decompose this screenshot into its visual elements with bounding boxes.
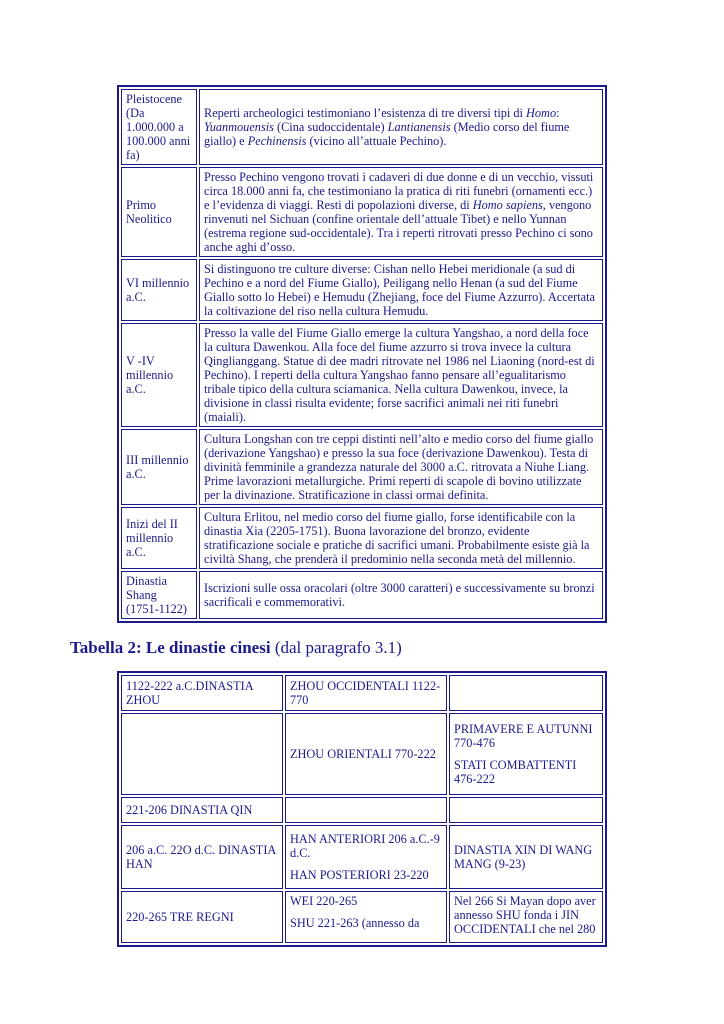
table-row bbox=[121, 89, 603, 165]
cell bbox=[449, 675, 603, 711]
cell: 206 a.C. 22O d.C. DINASTIA HAN bbox=[121, 825, 283, 889]
table-row bbox=[121, 571, 603, 619]
table-row bbox=[121, 675, 603, 711]
cell: 1122-222 a.C.DINASTIA ZHOU bbox=[121, 675, 283, 711]
cell bbox=[449, 797, 603, 823]
cell-line: WEI 220-265 bbox=[290, 894, 358, 908]
table-row bbox=[121, 825, 603, 889]
period-cell: Inizi del II millennio a.C. bbox=[121, 507, 197, 569]
table-row bbox=[121, 429, 603, 505]
cell bbox=[449, 713, 603, 795]
description-cell: Cultura Longshan con tre ceppi distinti nell’alto e medio corso del fiume giallo (derivazione Yangshao) e presso la sua foce (derivazione Dawenkou). Testa di divinità femminile a grandezza naturale del 3000 a.C. ritrovata a Niuhe Liang. Prime lavorazioni metallurgiche. Primi reperti di scapole di bovino utilizzate per la divinazione. Stratificazione in classi ormai definita. bbox=[199, 429, 603, 505]
cell-line: HAN POSTERIORI 23-220 bbox=[290, 868, 429, 882]
table-row bbox=[121, 259, 603, 321]
period-cell: Primo Neolitico bbox=[121, 167, 197, 257]
cell-line: HAN ANTERIORI 206 a.C.-9 d.C. bbox=[290, 832, 440, 860]
description-cell: Si distinguono tre culture diverse: Cishan nello Hebei meridionale (a sud di Pechino e a nord del Fiume Giallo), Peiligang nello Henan (a sud del Fiume Giallo sotto lo Hebei) e Hemudu (Zhejiang, foce del Fiume Azzurro). Accertata la coltivazione del riso nella cultura Hemudu. bbox=[199, 259, 603, 321]
description-cell: Reperti archeologici testimoniano l’esistenza di tre diversi tipi di Homo: Yuanmouensis (Cina sudoccidentale) Lantianensis (Medio corso del fiume giallo) e Pechinensis (vicino all’attuale Pechino). bbox=[199, 89, 603, 165]
cell: ZHOU ORIENTALI 770-222 bbox=[285, 713, 447, 795]
prehistory-table bbox=[117, 85, 607, 623]
description-cell: Cultura Erlitou, nel medio corso del fiume giallo, forse identificabile con la dinastia Xia (2205-1751). Buona lavorazione del bronzo, evidente stratificazione sociale e pratiche di sacrifici umani. Probabilmente esiste già la civiltà Shang, che prenderà il predominio nella seconda metà del millennio. bbox=[199, 507, 603, 569]
table-row bbox=[121, 167, 603, 257]
cell: ZHOU OCCIDENTALI 1122-770 bbox=[285, 675, 447, 711]
cell bbox=[121, 713, 283, 795]
period-cell: VI millennio a.C. bbox=[121, 259, 197, 321]
cell: 220-265 TRE REGNI bbox=[121, 891, 283, 943]
cell bbox=[285, 825, 447, 889]
caption-bold: Tabella 2: Le dinastie cinesi bbox=[70, 638, 271, 657]
period-cell: III millennio a.C. bbox=[121, 429, 197, 505]
dynasties-table bbox=[117, 671, 607, 947]
description-cell: Iscrizioni sulle ossa oracolari (oltre 3000 caratteri) e successivamente su bronzi sacrificali e commemorativi. bbox=[199, 571, 603, 619]
table-row bbox=[121, 891, 603, 943]
description-cell: Presso la valle del Fiume Giallo emerge la cultura Yangshao, a nord della foce la cultura Dawenkou. Alla foce del fiume azzurro si trova invece la cultura Qinglianggang. Statue di dee madri ritrovate nel 1986 nel Liaoning (nord-est di Pechino). I reperti della cultura Yangshao fanno pensare all’egualitarismo tribale tipico della cultura sciamanica. Nella cultura Dawenkou, invece, la divisione in classi risulta evidente; forse sacrifici animali nei riti funebri (maiali). bbox=[199, 323, 603, 427]
period-cell: Dinastia Shang (1751-1122) bbox=[121, 571, 197, 619]
table-row bbox=[121, 507, 603, 569]
description-cell: Presso Pechino vengono trovati i cadaveri di due donne e di un vecchio, vissuti circa 18.000 anni fa, che testimoniano la pratica di riti funebri (ornamenti ecc.) e l’evidenza di viaggi. Resti di popolazioni diverse, di Homo sapiens, vengono rinvenuti nel Sichuan (confine orientale dell’attuale Tibet) e nello Yunnan (estrema regione sud-occidentale). Tra i reperti ritrovati presso Pechino ci sono anche aghi d’osso. bbox=[199, 167, 603, 257]
cell: Nel 266 Si Mayan dopo aver annesso SHU fonda i JIN OCCIDENTALI che nel 280 bbox=[449, 891, 603, 943]
table-row bbox=[121, 713, 603, 795]
table-row bbox=[121, 323, 603, 427]
caption-normal: (dal paragrafo 3.1) bbox=[270, 638, 402, 657]
cell-line: SHU 221-263 (annesso da bbox=[290, 916, 420, 930]
period-cell: V -IV millennio a.C. bbox=[121, 323, 197, 427]
cell-line: STATI COMBATTENTI 476-222 bbox=[454, 758, 577, 786]
period-cell: Pleistocene (Da 1.000.000 a 100.000 anni fa) bbox=[121, 89, 197, 165]
table-row bbox=[121, 797, 603, 823]
cell bbox=[285, 797, 447, 823]
cell-line: PRIMAVERE E AUTUNNI 770-476 bbox=[454, 722, 593, 750]
cell bbox=[285, 891, 447, 943]
cell: DINASTIA XIN DI WANG MANG (9-23) bbox=[449, 825, 603, 889]
cell: 221-206 DINASTIA QIN bbox=[121, 797, 283, 823]
table-caption bbox=[70, 638, 402, 658]
